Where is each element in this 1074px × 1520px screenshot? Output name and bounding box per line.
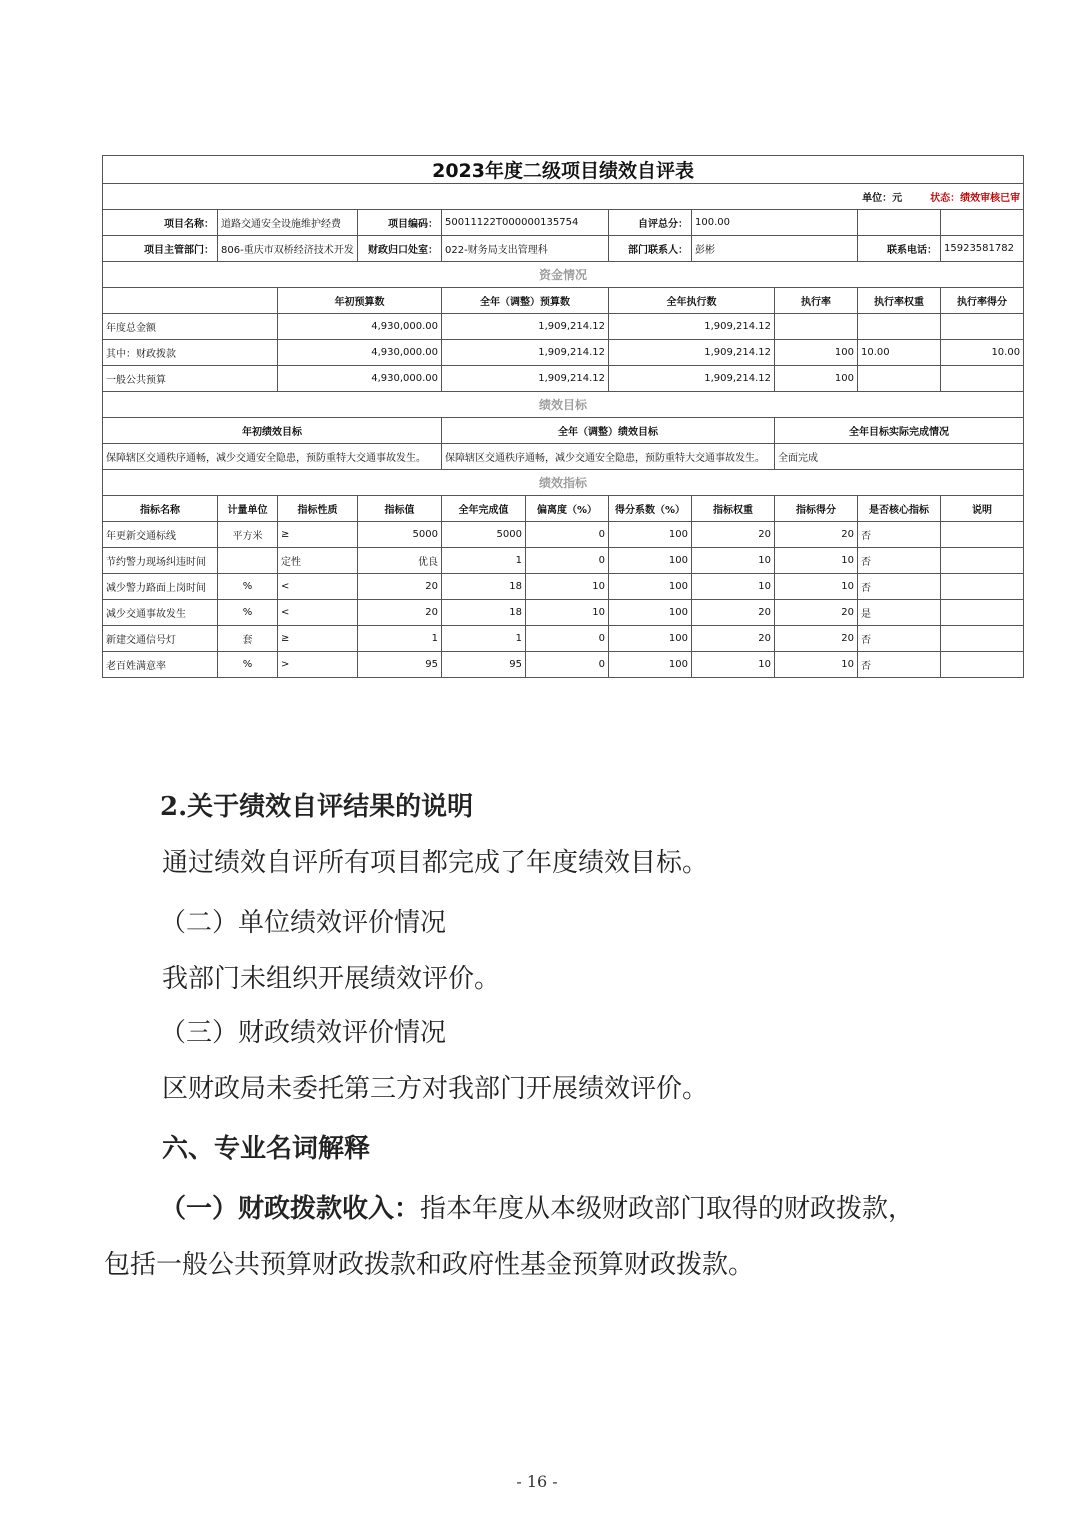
indicator-cell: 减少警力路面上岗时间 xyxy=(103,574,218,600)
funds-cell: 1,909,214.12 xyxy=(442,366,609,392)
indicator-cell: 20 xyxy=(358,574,442,600)
funds-cell: 4,930,000.00 xyxy=(278,366,442,392)
indicator-header: 得分系数（%） xyxy=(609,496,692,522)
indicator-cell: 10 xyxy=(526,574,609,600)
indicator-cell: 优良 xyxy=(358,548,442,574)
indicator-cell: 0 xyxy=(526,548,609,574)
contact-person-label: 部门联系人： xyxy=(609,236,692,262)
funds-row xyxy=(103,314,1024,340)
funds-cell: 1,909,214.12 xyxy=(609,340,775,366)
term-line-1 xyxy=(102,1188,1040,1225)
project-code-value: 50011122T000000135754 xyxy=(442,210,609,236)
department-value: 806-重庆市双桥经济技术开发 xyxy=(218,236,358,262)
indicator-cell: 100 xyxy=(609,626,692,652)
unit-status-row xyxy=(103,184,1024,210)
indicator-cell: 年更新交通标线 xyxy=(103,522,218,548)
heading-text: 2.关于绩效自评结果的说明 xyxy=(160,792,474,822)
indicator-header: 说明 xyxy=(941,496,1024,522)
indicator-cell: 95 xyxy=(358,652,442,678)
unit-label: 单位：元 xyxy=(862,193,903,204)
contact-person-value: 彭彬 xyxy=(692,236,858,262)
indicator-row xyxy=(103,548,1024,574)
indicator-cell: ≥ xyxy=(278,522,358,548)
funds-row-label: 其中：财政拨款 xyxy=(103,340,278,366)
indicator-cell: 定性 xyxy=(278,548,358,574)
paragraph-2: 我部门未组织开展绩效评价。 xyxy=(162,964,501,994)
indicator-cell: 100 xyxy=(609,574,692,600)
funds-cell: 1,909,214.12 xyxy=(442,314,609,340)
indicator-cell: 0 xyxy=(526,626,609,652)
indicator-cell: 100 xyxy=(609,548,692,574)
indicator-header: 指标得分 xyxy=(775,496,858,522)
total-score-label: 自评总分： xyxy=(609,210,692,236)
indicator-cell: 0 xyxy=(526,522,609,548)
indicator-row xyxy=(103,574,1024,600)
indicator-cell: 5000 xyxy=(442,522,526,548)
indicator-cell: 1 xyxy=(442,548,526,574)
department-label: 项目主管部门： xyxy=(103,236,218,262)
term-definition-line1: 指本年度从本级财政部门取得的财政拨款， xyxy=(420,1194,915,1224)
goals-section-title: 绩效目标 xyxy=(103,392,1024,418)
indicator-header: 指标名称 xyxy=(103,496,218,522)
total-score-value: 100.00 xyxy=(692,210,858,236)
heading-finance-evaluation: （三）财政绩效评价情况 xyxy=(160,1018,447,1048)
indicator-cell: 新建交通信号灯 xyxy=(103,626,218,652)
indicator-cell: 10 xyxy=(692,652,775,678)
indicator-cell: 10 xyxy=(692,574,775,600)
indicator-header: 是否核心指标 xyxy=(858,496,941,522)
goals-header: 全年（调整）绩效目标 xyxy=(442,418,775,444)
indicator-row xyxy=(103,626,1024,652)
indicator-cell: 10 xyxy=(775,652,858,678)
indicator-cell: 10 xyxy=(692,548,775,574)
funds-header: 执行率 xyxy=(775,288,858,314)
indicator-cell: < xyxy=(278,574,358,600)
term-line-2: 包括一般公共预算财政拨款和政府性基金预算财政拨款。 xyxy=(104,1250,755,1280)
indicator-cell: % xyxy=(218,652,278,678)
indicator-cell: 5000 xyxy=(358,522,442,548)
indicator-cell: 否 xyxy=(858,626,941,652)
funds-cell xyxy=(941,314,1024,340)
funds-cell: 100 xyxy=(775,340,858,366)
phone-label: 联系电话： xyxy=(858,236,941,262)
heading-terms: 六、专业名词解释 xyxy=(162,1134,371,1164)
term-label: （一）财政拨款收入： xyxy=(160,1194,421,1224)
funds-cell: 4,930,000.00 xyxy=(278,314,442,340)
project-code-label: 项目编码： xyxy=(358,210,442,236)
indicator-cell: 100 xyxy=(609,522,692,548)
funds-row-label: 一般公共预算 xyxy=(103,366,278,392)
finance-office-label: 财政归口处室： xyxy=(358,236,442,262)
indicator-cell xyxy=(941,548,1024,574)
indicator-cell: 套 xyxy=(218,626,278,652)
indicator-cell: 节约警力现场纠违时间 xyxy=(103,548,218,574)
indicator-cell: 1 xyxy=(358,626,442,652)
performance-table-sheet xyxy=(102,155,1023,678)
funds-header: 全年执行数 xyxy=(609,288,775,314)
funds-cell xyxy=(858,366,941,392)
indicator-cell: 1 xyxy=(442,626,526,652)
indicator-row xyxy=(103,522,1024,548)
indicator-cell: 10 xyxy=(775,574,858,600)
indicator-cell: 老百姓满意率 xyxy=(103,652,218,678)
indicator-cell: 否 xyxy=(858,522,941,548)
page-number: - 16 - xyxy=(516,1472,558,1491)
funds-cell: 1,909,214.12 xyxy=(442,340,609,366)
performance-self-evaluation-table xyxy=(102,155,1024,678)
indicator-cell: 20 xyxy=(775,600,858,626)
funds-row-label: 年度总金额 xyxy=(103,314,278,340)
indicator-cell: 100 xyxy=(609,600,692,626)
indicator-cell xyxy=(941,626,1024,652)
phone-value: 15923581782 xyxy=(941,236,1024,262)
indicator-cell: % xyxy=(218,600,278,626)
funds-header: 年初预算数 xyxy=(278,288,442,314)
paragraph-1: 通过绩效自评所有项目都完成了年度绩效目标。 xyxy=(162,848,709,878)
indicators-section-title: 绩效指标 xyxy=(103,470,1024,496)
indicator-cell: 100 xyxy=(609,652,692,678)
indicator-cell xyxy=(941,574,1024,600)
table-title: 2023年度二级项目绩效自评表 xyxy=(103,156,1024,184)
indicator-cell: 18 xyxy=(442,600,526,626)
funds-header: 执行率得分 xyxy=(941,288,1024,314)
indicator-cell: 20 xyxy=(358,600,442,626)
indicator-cell: 10 xyxy=(526,600,609,626)
indicator-cell: 20 xyxy=(692,600,775,626)
indicator-header: 指标权重 xyxy=(692,496,775,522)
indicator-cell: 否 xyxy=(858,548,941,574)
funds-header: 执行率权重 xyxy=(858,288,941,314)
indicator-cell xyxy=(941,600,1024,626)
funds-section-title: 资金情况 xyxy=(103,262,1024,288)
indicator-cell: 10 xyxy=(775,548,858,574)
indicator-cell: < xyxy=(278,600,358,626)
funds-cell: 1,909,214.12 xyxy=(609,314,775,340)
indicator-cell: % xyxy=(218,574,278,600)
indicator-cell xyxy=(218,548,278,574)
indicator-cell: 0 xyxy=(526,652,609,678)
funds-row xyxy=(103,366,1024,392)
indicator-cell xyxy=(941,522,1024,548)
indicator-header: 指标性质 xyxy=(278,496,358,522)
indicator-header: 全年完成值 xyxy=(442,496,526,522)
indicator-row xyxy=(103,600,1024,626)
indicator-cell: ≥ xyxy=(278,626,358,652)
initial-goal-text: 保障辖区交通秩序通畅，减少交通安全隐患，预防重特大交通事故发生。 xyxy=(103,444,442,470)
indicator-cell: 平方米 xyxy=(218,522,278,548)
project-name-value: 道路交通安全设施维护经费 xyxy=(218,210,358,236)
funds-header: 全年（调整）预算数 xyxy=(442,288,609,314)
indicator-row xyxy=(103,652,1024,678)
funds-cell: 100 xyxy=(775,366,858,392)
indicator-cell: 是 xyxy=(858,600,941,626)
status-label: 状态：绩效审核已审 xyxy=(930,193,1021,204)
paragraph-3: 区财政局未委托第三方对我部门开展绩效评价。 xyxy=(162,1074,709,1104)
indicator-cell: 20 xyxy=(775,522,858,548)
funds-cell: 10.00 xyxy=(941,340,1024,366)
indicator-rows xyxy=(103,522,1024,678)
indicator-cell: 20 xyxy=(775,626,858,652)
indicator-header: 偏离度（%） xyxy=(526,496,609,522)
indicator-cell: 20 xyxy=(692,626,775,652)
goals-header: 全年目标实际完成情况 xyxy=(775,418,1024,444)
indicator-header: 计量单位 xyxy=(218,496,278,522)
indicator-cell: 减少交通事故发生 xyxy=(103,600,218,626)
funds-cell: 4,930,000.00 xyxy=(278,340,442,366)
finance-office-value: 022-财务局支出管理科 xyxy=(442,236,609,262)
indicator-cell: > xyxy=(278,652,358,678)
funds-cell xyxy=(858,314,941,340)
funds-cell xyxy=(775,314,858,340)
heading-self-eval-results xyxy=(102,786,982,823)
goals-header: 年初绩效目标 xyxy=(103,418,442,444)
funds-cell: 10.00 xyxy=(858,340,941,366)
indicator-cell xyxy=(941,652,1024,678)
indicator-cell: 否 xyxy=(858,574,941,600)
adjusted-goal-text: 保障辖区交通秩序通畅，减少交通安全隐患，预防重特大交通事故发生。 xyxy=(442,444,775,470)
project-name-label: 项目名称： xyxy=(103,210,218,236)
funds-cell xyxy=(941,366,1024,392)
indicator-cell: 95 xyxy=(442,652,526,678)
heading-unit-evaluation: （二）单位绩效评价情况 xyxy=(160,908,447,938)
indicator-header: 指标值 xyxy=(358,496,442,522)
indicator-cell: 18 xyxy=(442,574,526,600)
funds-cell: 1,909,214.12 xyxy=(609,366,775,392)
indicator-cell: 20 xyxy=(692,522,775,548)
funds-row xyxy=(103,340,1024,366)
goal-completion-text: 全面完成 xyxy=(775,444,1024,470)
indicator-cell: 否 xyxy=(858,652,941,678)
